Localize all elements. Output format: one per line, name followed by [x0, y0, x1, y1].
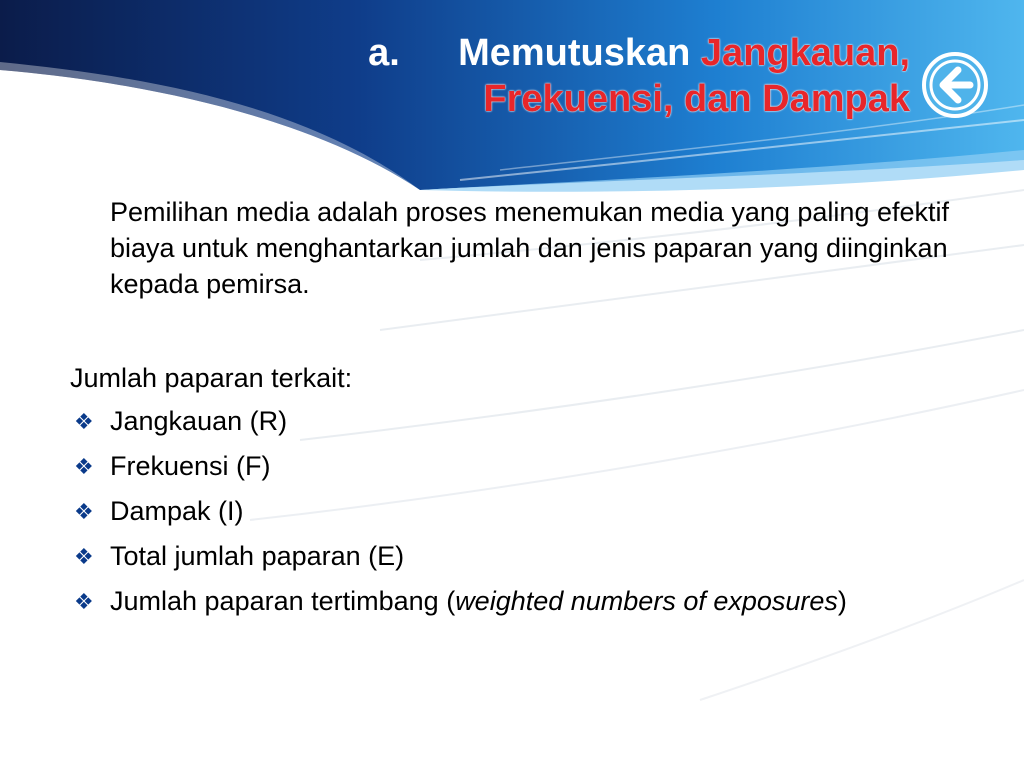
list-heading: Jumlah paparan terkait:: [70, 363, 353, 393]
exposure-list: [70, 403, 930, 628]
list-item: [70, 493, 930, 529]
list-item: [70, 538, 930, 574]
diamond-bullet-icon: ❖: [74, 499, 94, 524]
title-highlight-1: Jangkauan,: [700, 32, 910, 74]
list-item-text-italic: weighted numbers of exposures: [455, 586, 838, 616]
title-highlight-2: Frekuensi, dan Dampak: [483, 78, 910, 120]
diamond-bullet-icon: ❖: [74, 544, 94, 569]
title-word: Memutuskan: [458, 32, 701, 74]
list-item-text-suffix: ): [837, 586, 847, 616]
slide-title: [270, 30, 910, 122]
diamond-bullet-icon: ❖: [74, 409, 94, 434]
list-item-text-prefix: Jumlah paparan tertimbang (: [110, 586, 456, 616]
back-button[interactable]: [920, 50, 990, 120]
intro-paragraph: Pemilihan media adalah proses menemukan media yang paling efektif biaya untuk menghantarkan jumlah dan jenis paparan yang diinginkan kepada pemirsa.: [110, 197, 949, 299]
title-line-1: [270, 30, 910, 76]
diamond-bullet-icon: ❖: [74, 589, 94, 614]
title-line-2: [270, 76, 910, 122]
title-number: a.: [368, 32, 400, 74]
arrow-left-icon: [920, 50, 990, 120]
list-item-text: Jangkauan (R): [110, 406, 288, 436]
list-item-text: Dampak (I): [110, 496, 244, 526]
list-item-text: Total jumlah paparan (E): [110, 541, 405, 571]
list-item: [70, 403, 930, 439]
diamond-bullet-icon: ❖: [74, 454, 94, 479]
list-item: [70, 448, 930, 484]
list-item-text: Frekuensi (F): [110, 451, 271, 481]
list-item: [70, 583, 930, 619]
